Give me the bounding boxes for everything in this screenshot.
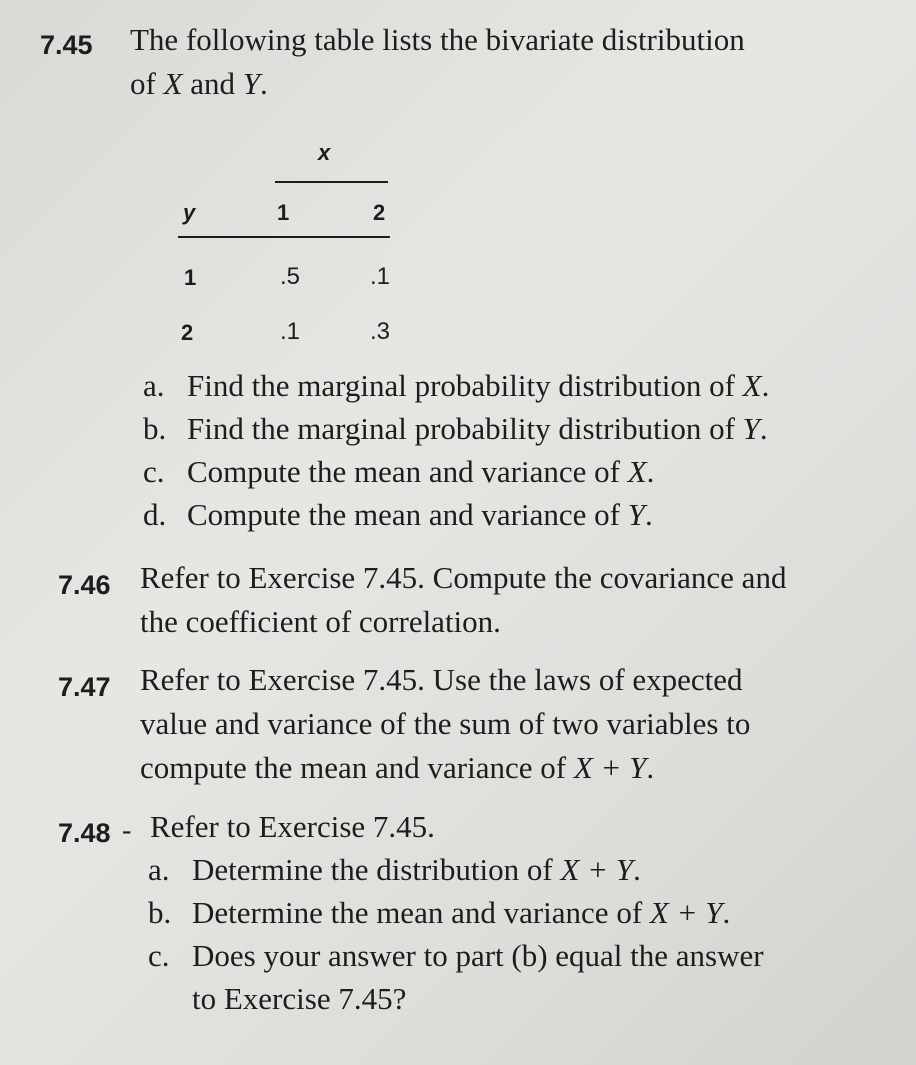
probability-cell: .1 [280, 318, 301, 345]
part-label: c. [143, 454, 165, 489]
row-label: 1 [184, 265, 197, 290]
prompt-line-1: The following table lists the bivariate distribution [130, 22, 745, 57]
row-variable-label: y [183, 200, 196, 225]
probability-cell: .1 [370, 263, 391, 290]
part-a: a. Determine the distribution of X + Y. [148, 848, 641, 891]
exercise-prompt: Refer to Exercise 7.45. [150, 809, 435, 844]
column-header: 1 [277, 200, 290, 225]
column-header: 2 [373, 200, 386, 225]
part-d: d. Compute the mean and variance of Y. [143, 493, 653, 536]
part-a: a. Find the marginal probability distribution of X. [143, 364, 769, 407]
exercise-number: 7.45 [40, 30, 93, 60]
part-b: b. Determine the mean and variance of X + Y. [148, 891, 730, 934]
part-label: a. [143, 368, 165, 403]
exercise-number: 7.47 [58, 672, 111, 702]
part-c: c. Compute the mean and variance of X. [143, 450, 654, 493]
header-rule [178, 236, 390, 238]
part-c-continuation: to Exercise 7.45? [192, 981, 407, 1016]
exercise-number: 7.46 [58, 570, 111, 600]
column-variable-label: x [318, 140, 331, 165]
probability-cell: .3 [370, 318, 391, 345]
part-label: b. [148, 895, 172, 930]
prompt-line-2: of X and Y. [130, 66, 268, 101]
exercise-prompt: Refer to Exercise 7.45. Compute the covariance and the coefficient of correlation. [140, 560, 787, 639]
exercise-prompt [130, 18, 745, 106]
part-label: c. [148, 938, 170, 973]
row-label: 2 [181, 320, 194, 345]
part-c: c. Does your answer to part (b) equal the answer [148, 934, 764, 977]
part-b: b. Find the marginal probability distribution of Y. [143, 407, 768, 450]
probability-cell: .5 [280, 263, 301, 290]
part-label: b. [143, 411, 167, 446]
column-header-rule [275, 181, 388, 183]
exercise-prompt: Refer to Exercise 7.45. Use the laws of expected value and variance of the sum of two variables to compute the mean and variance of X + Y. [140, 662, 751, 785]
number-separator: - [122, 815, 132, 846]
exercise-number: 7.48 [58, 818, 111, 848]
part-label: d. [143, 497, 167, 532]
part-label: a. [148, 852, 170, 887]
